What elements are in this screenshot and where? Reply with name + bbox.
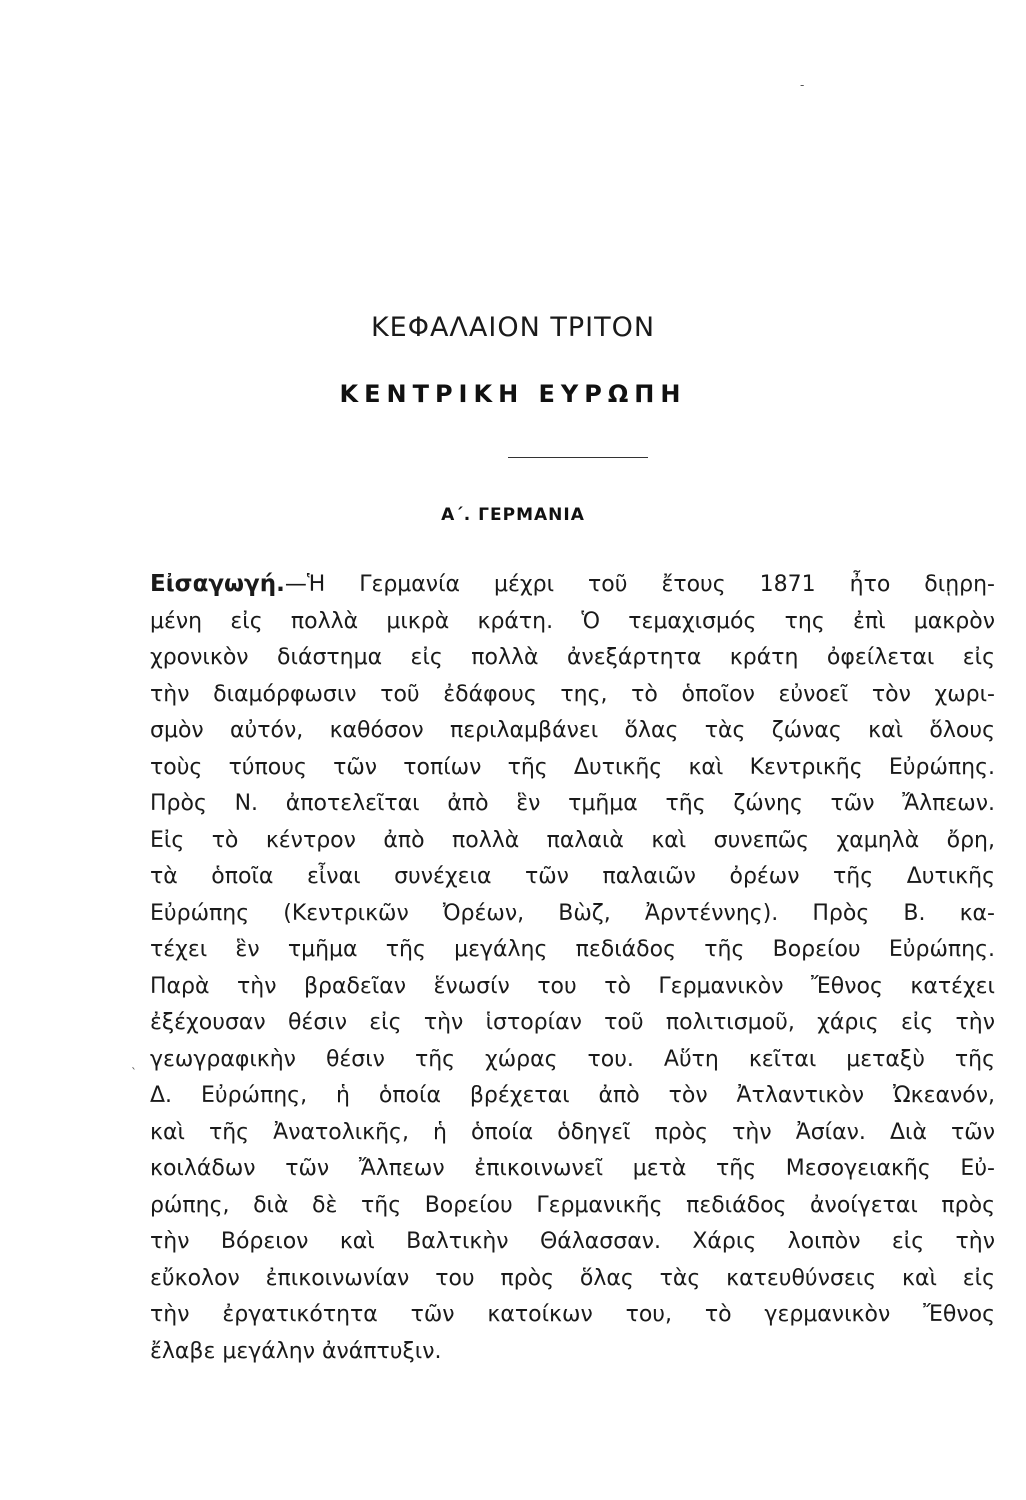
text-line: τὴν διαμόρφωσιν τοῦ ἐδάφους της, τὸ ὁποῖον εὐνοεῖ τὸν χωρι-: [150, 681, 995, 707]
text-line: τὰ ὁποῖα εἶναι συνέχεια τῶν παλαιῶν ὀρέων τῆς Δυτικῆς: [150, 864, 995, 889]
text-line: Παρὰ τὴν βραδεῖαν ἕνωσίν του τὸ Γερμανικὸν Ἔθνος κατέχει: [150, 973, 995, 999]
title-divider: [508, 457, 648, 458]
text-line: Εἰς τὸ κέντρον ἀπὸ πολλὰ παλαιὰ καὶ συνεπῶς χαμηλὰ ὄρη,: [150, 827, 995, 853]
text-line: εὔκολον ἐπικοινωνίαν του πρὸς ὅλας τὰς κατευθύνσεις καὶ εἰς: [150, 1265, 995, 1291]
chapter-title: ΚΕΝΤΡΙΚΗ ΕΥΡΩΠΗ: [339, 380, 687, 408]
chapter-label: ΚΕΦΑΛΑΙΟΝ ΤΡΙΤΟΝ: [370, 312, 656, 343]
text-line: Πρὸς Ν. ἀποτελεῖται ἀπὸ ἓν τμῆμα τῆς ζώνης τῶν Ἄλπεων.: [150, 791, 995, 816]
stray-mark-top: -: [800, 78, 805, 92]
body-paragraph: [150, 566, 995, 1370]
text-line: ρώπης, διὰ δὲ τῆς Βορείου Γερμανικῆς πεδιάδος ἀνοίγεται πρὸς: [150, 1192, 995, 1218]
text-line: καὶ τῆς Ἀνατολικῆς, ἡ ὁποία ὁδηγεῖ πρὸς τὴν Ἀσίαν. Διὰ τῶν: [150, 1119, 995, 1145]
text-line: Δ. Εὐρώπης, ἡ ὁποία βρέχεται ἀπὸ τὸν Ἀτλαντικὸν Ὠκεανόν,: [150, 1083, 995, 1108]
text-line: χρονικὸν διάστημα εἰς πολλὰ ἀνεξάρτητα κράτη ὀφείλεται εἰς: [150, 645, 995, 670]
text-line: τοὺς τύπους τῶν τοπίων τῆς Δυτικῆς καὶ Κεντρικῆς Εὐρώπης.: [150, 754, 995, 780]
text-line: Εὐρώπης (Κεντρικῶν Ὀρέων, Βὼζ, Ἀρντέννης). Πρὸς Β. κα-: [150, 900, 995, 926]
text-line: γεωγραφικὴν θέσιν τῆς χώρας του. Αὕτη κεῖται μεταξὺ τῆς: [150, 1046, 995, 1072]
text-line: τέχει ἓν τμῆμα τῆς μεγάλης πεδιάδος τῆς Βορείου Εὐρώπης.: [150, 937, 995, 962]
text-line: ἐξέχουσαν θέσιν εἰς τὴν ἱστορίαν τοῦ πολιτισμοῦ, χάρις εἰς τὴν: [150, 1010, 995, 1035]
section-heading: Α΄. ΓΕΡΜΑΝΙΑ: [441, 505, 585, 525]
lead-term: Εἰσαγωγή.: [150, 571, 285, 597]
text-line: σμὸν αὐτόν, καθόσον περιλαμβάνει ὅλας τὰς ζώνας καὶ ὅλους: [150, 718, 995, 743]
text-line-1: [150, 566, 995, 604]
text-line: τὴν ἐργατικότητα τῶν κατοίκων του, τὸ γερμανικὸν Ἔθνος: [150, 1302, 995, 1327]
text-line: μένη εἰς πολλὰ μικρὰ κράτη. Ὁ τεμαχισμός της ἐπὶ μακρὸν: [150, 608, 995, 634]
line-text: —Ἡ Γερμανία μέχρι τοῦ ἔτους 1871 ἦτο διῃρη-: [284, 572, 995, 597]
text-line: κοιλάδων τῶν Ἄλπεων ἐπικοινωνεῖ μετὰ τῆς Μεσογειακῆς Εὐ-: [150, 1156, 995, 1181]
text-line-last: ἔλαβε μεγάλην ἀνάπτυξιν.: [150, 1338, 442, 1364]
stray-mark-left: `: [131, 1066, 137, 1080]
text-line: τὴν Βόρειον καὶ Βαλτικὴν Θάλασσαν. Χάρις λοιπὸν εἰς τὴν: [150, 1229, 995, 1254]
